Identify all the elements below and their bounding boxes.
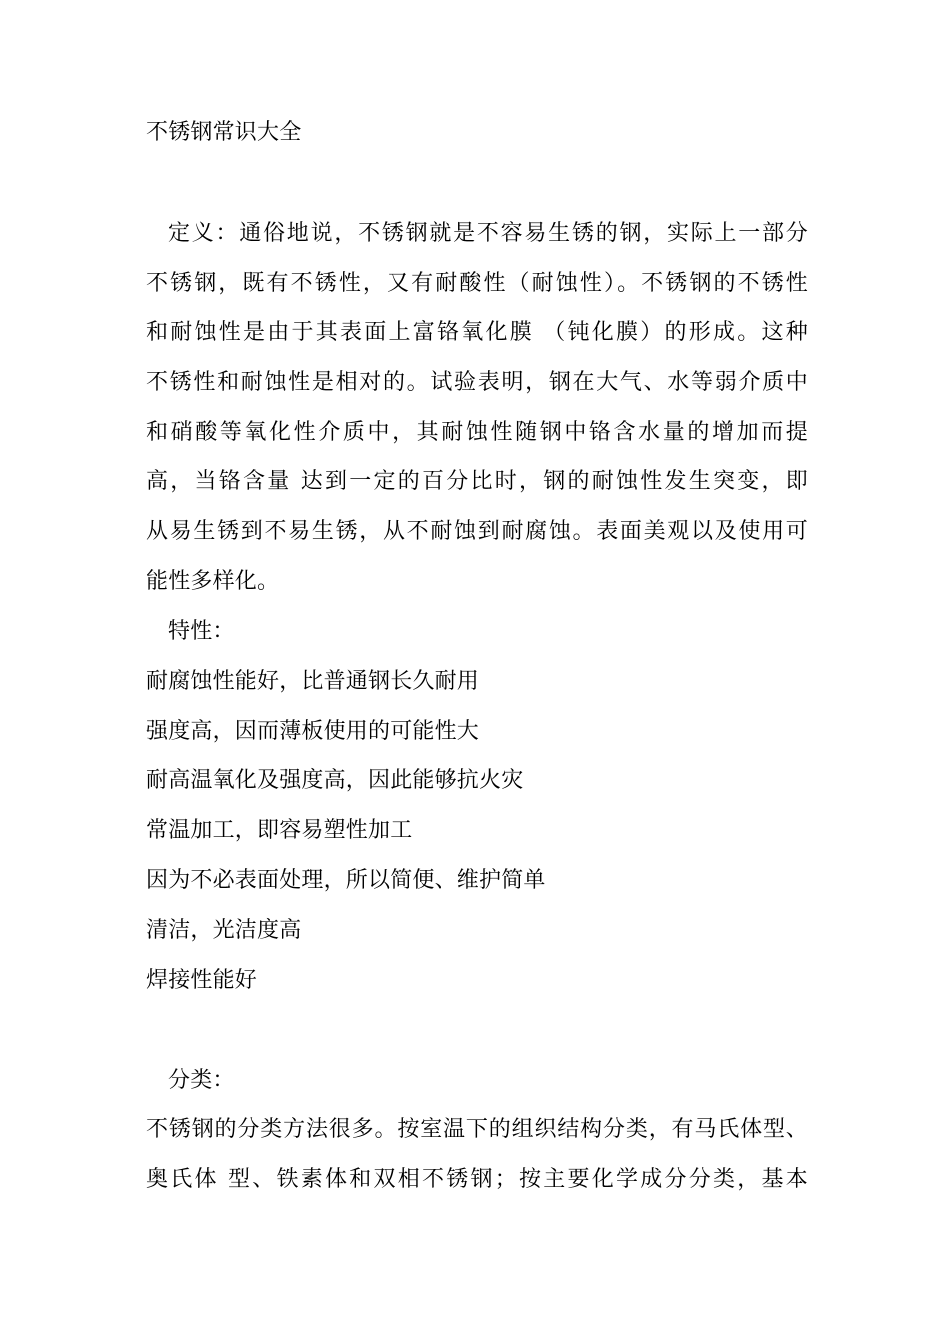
definition-line: 和硝酸等氧化性介质中，其耐蚀性随钢中铬含水量的增加而提 xyxy=(146,420,808,445)
classification-line: 奥氏体 型、铁素体和双相不锈钢；按主要化学成分分类，基本 xyxy=(146,1167,808,1192)
feature-item: 因为不必表面处理，所以简便、维护简单 xyxy=(146,868,546,893)
definition-line: 能性多样化。 xyxy=(146,569,280,594)
definition-line: 不锈性和耐蚀性是相对的。试验表明，钢在大气、水等弱介质中 xyxy=(146,370,808,395)
definition-line: 不锈钢，既有不锈性，又有耐酸性（耐蚀性）。不锈钢的不锈性 xyxy=(146,271,808,296)
classification-line: 不锈钢的分类方法很多。按室温下的组织结构分类，有马氏体型、 xyxy=(146,1117,808,1142)
feature-item: 强度高，因而薄板使用的可能性大 xyxy=(146,719,480,744)
classification-heading: 分类： xyxy=(168,1068,235,1093)
definition-line: 和耐蚀性是由于其表面上富铬氧化膜 （钝化膜）的形成。这种 xyxy=(146,320,808,345)
feature-item: 焊接性能好 xyxy=(146,968,258,993)
definition-line: 从易生锈到不易生锈，从不耐蚀到耐腐蚀。表面美观以及使用可 xyxy=(146,519,808,544)
feature-item: 耐腐蚀性能好，比普通钢长久耐用 xyxy=(146,669,480,694)
feature-item: 常温加工，即容易塑性加工 xyxy=(146,818,413,843)
feature-item: 清洁，光洁度高 xyxy=(146,918,302,943)
feature-item: 耐高温氧化及强度高，因此能够抗火灾 xyxy=(146,768,524,793)
definition-line: 高，当铬含量 达到一定的百分比时，钢的耐蚀性发生突变，即 xyxy=(146,469,808,494)
features-heading: 特性： xyxy=(168,619,235,644)
document-title: 不锈钢常识大全 xyxy=(146,120,302,145)
definition-line: 定义：通俗地说，不锈钢就是不容易生锈的钢，实际上一部分 xyxy=(168,221,808,246)
